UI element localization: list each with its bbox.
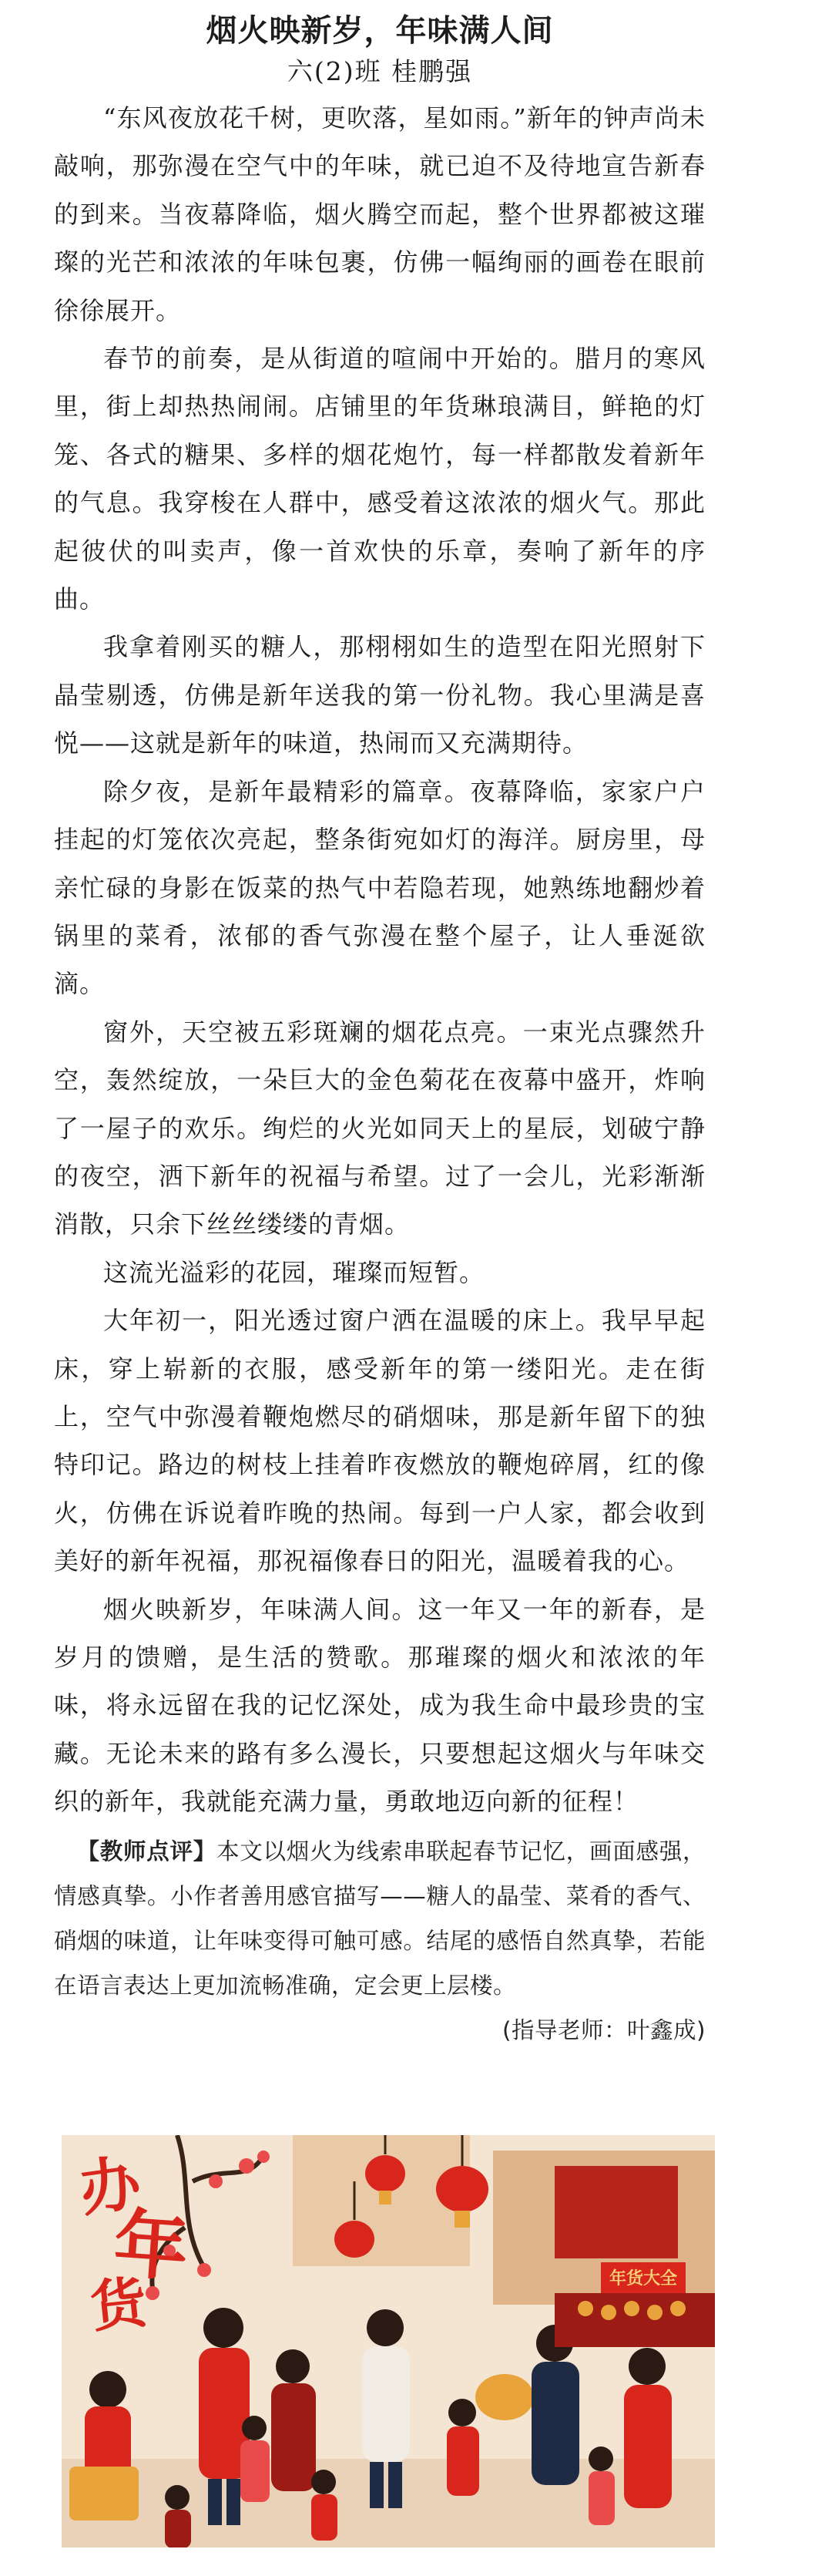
article xyxy=(54,11,706,2053)
teacher-comment-tag: 【教师点评】 xyxy=(76,1838,216,1865)
paragraph: “东风夜放花千树，更吹落，星如雨。”新年的钟声尚未敲响，那弥漫在空气中的年味，就已迫不及待地宣告新春的到来。当夜幕降临，烟火腾空而起，整个世界都被这璀璨的光芒和浓浓的年味包裹，仿佛一幅绚丽的画卷在眼前徐徐展开。 xyxy=(54,103,706,325)
logo-char: 货 xyxy=(87,2269,150,2340)
paragraph: 大年初一，阳光透过窗户洒在温暖的床上。我早早起床，穿上崭新的衣服，感受新年的第一缕阳光。走在街上，空气中弥漫着鞭炮燃尽的硝烟味，那是新年留下的独特印记。路边的树枝上挂着昨夜燃放的鞭炮碎屑，红的像火，仿佛在诉说着昨晚的热闹。每到一户人家，都会收到美好的新年祝福，那祝福像春日的阳光，温暖着我的心。 xyxy=(54,1306,706,1576)
paragraph: 烟火映新岁，年味满人间。这一年又一年的新春，是岁月的馈赠，是生活的赞歌。那璀璨的烟火和浓浓的年味，将永远留在我的记忆深处，成为我生命中最珍贵的宝藏。无论未来的路有多么漫长，只要想起这烟火与年味交织的新年，我就能充满力量，勇敢地迈向新的征程！ xyxy=(54,1594,706,1817)
article-byline: 六(2)班 桂鹏强 xyxy=(287,56,473,86)
paragraph: 我拿着刚买的糖人，那栩栩如生的造型在阳光照射下晶莹剔透，仿佛是新年送我的第一份礼物。我心里满是喜悦——这就是新年的味道，热闹而又充满期待。 xyxy=(54,632,706,758)
article-title: 烟火映新岁，年味满人间 xyxy=(206,13,554,49)
paragraph: 这流光溢彩的花园，璀璨而短暂。 xyxy=(103,1257,485,1287)
teacher-comment xyxy=(54,1829,706,2053)
paragraph: 除夕夜，是新年最精彩的篇章。夜幕降临，家家户户挂起的灯笼依次亮起，整条街宛如灯的海洋。厨房里，母亲忙碌的身影在饭菜的热气中若隐若现，她熟练地翻炒着锅里的菜肴，浓郁的香气弥漫在整个屋子，让人垂涎欲滴。 xyxy=(54,776,706,999)
paragraph: 窗外，天空被五彩斑斓的烟花点亮。一束光点骤然升空，轰然绽放，一朵巨大的金色菊花在夜幕中盛开，炸响了一屋子的欢乐。绚烂的火光如同天上的星辰，划破宁静的夜空，洒下新年的祝福与希望。过了一会儿，光彩渐渐消散，只余下丝丝缕缕的青烟。 xyxy=(54,1017,706,1239)
advisor-credit: (指导老师：叶鑫成) xyxy=(502,2016,706,2043)
paragraph: 春节的前奏，是从街道的喧闹中开始的。腊月的寒风里，街上却热热闹闹。店铺里的年货琳琅满目，鲜艳的灯笼、各式的糖果、多样的烟花炮竹，每一样都散发着新年的气息。我穿梭在人群中，感受着这浓浓的烟火气。那此起彼伏的叫卖声，像一首欢快的乐章，奏响了新年的序曲。 xyxy=(54,344,706,614)
lion-head-icon xyxy=(475,2374,534,2420)
logo-char: 年 xyxy=(111,2200,191,2292)
new-year-shopping-illustration xyxy=(62,2135,715,2547)
stall-sign-text: 年货大全 xyxy=(609,2269,678,2288)
ban-nian-huo-logo xyxy=(75,2148,206,2342)
teacher-comment-text: 本文以烟火为线索串联起春节记忆，画面感强，情感真挚。小作者善用感官描写——糖人的晶莹、菜肴的香气、硝烟的味道，让年味变得可触可感。结尾的感悟自然真挚，若能在语言表达上更加流畅准确，定会更上层楼。 xyxy=(54,1838,706,1999)
logo-char: 办 xyxy=(75,2148,145,2225)
